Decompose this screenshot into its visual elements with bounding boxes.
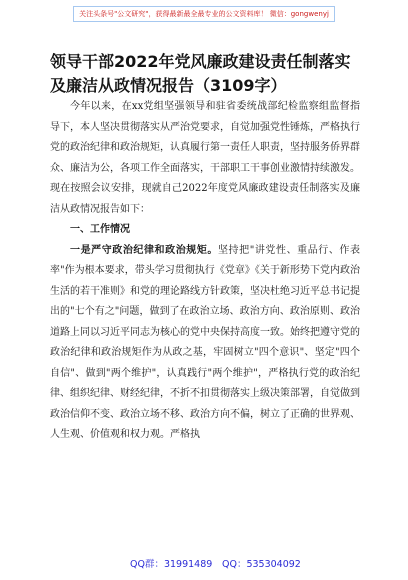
top-banner	[0, 0, 408, 36]
document-body	[50, 97, 360, 446]
section-paragraph	[50, 241, 360, 446]
promo-banner-text: 关注头条号"公文研究"，获得最新最全最专业的公文资料库！ 微信：gongwenyj	[73, 6, 335, 22]
lead-phrase: 一是严守政治纪律和政治规矩。	[70, 244, 218, 256]
title-line-1: 领导干部2022年党风廉政建设责任制落实	[50, 52, 351, 71]
footer-qq-group: QQ群：31991489	[130, 559, 213, 570]
title-line-2: 及廉洁从政情况报告（3109字）	[50, 76, 287, 95]
page-footer	[0, 556, 408, 572]
section-heading: 一、工作情况	[70, 224, 130, 235]
intro-paragraph: 今年以来，在xx党组坚强领导和驻省委统战部纪检监察组监督指导下，本人坚决贯彻落实从严治党要求，自觉加强党性锤炼，严格执行党的政治纪律和政治规矩，认真履行第一责任人职责，坚持服务侨界群众、廉洁为公，各项工作全面落实，干部职工干事创业激情持续激发。现在按照会议安排，现就自己2022年度党风廉政建设责任制落实及廉洁从政情况报告如下：	[50, 101, 360, 215]
section-paragraph-text: 坚持把"讲党性、重品行、作表率"作为根本要求，带头学习贯彻执行《党章》《关于新形势下党内政治生活的若干准则》和党的理论路线方针政策，坚决杜绝习近平总书记提出的"七个有之"问题，做到了在政治立场、政治方向、政治原则、政治道路上同以习近平同志为核心的党中央保持高度一致。始终把遵守党的政治纪律和政治规矩作为从政之基，牢固树立"四个意识"、坚定"四个自信"、做到"两个维护"，认真践行"两个维护"，严格执行党的政治纪律、组织纪律、财经纪律，不折不扣贯彻落实上级决策部署，自觉做到政治信仰不变、政治立场不移、政治方向不偏，树立了正确的世界观、人生观、价值观和权力观。严格执	[50, 244, 360, 440]
document-title	[50, 50, 370, 98]
footer-qq-contact: QQ：535304092	[222, 559, 301, 570]
